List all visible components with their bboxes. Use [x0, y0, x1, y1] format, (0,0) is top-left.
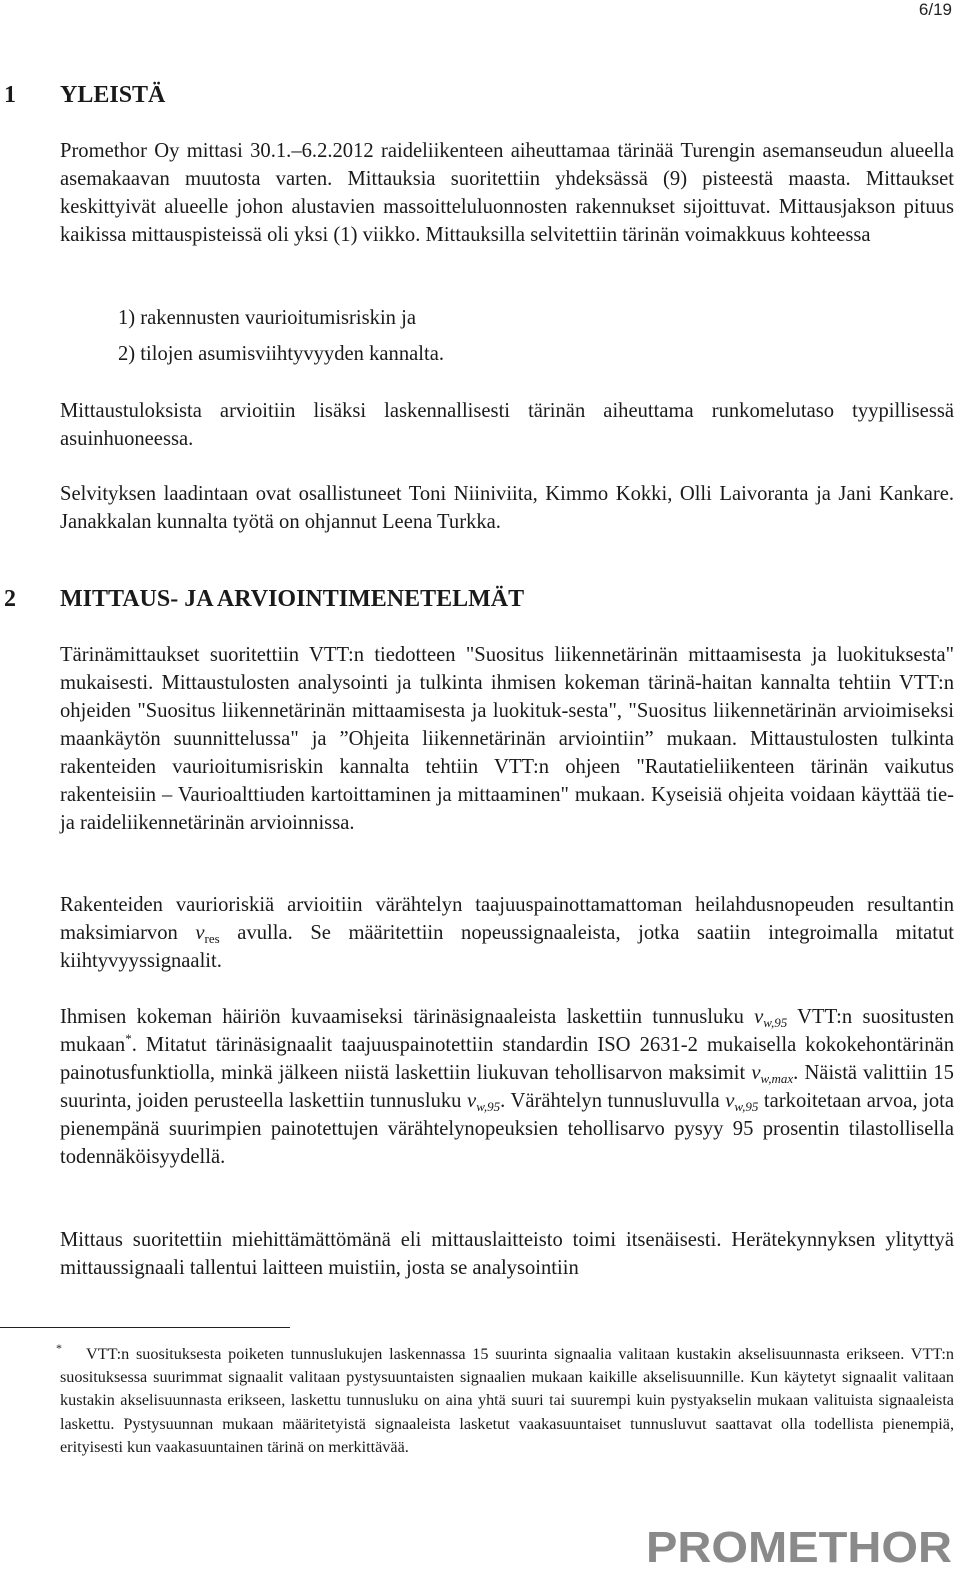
footnote-text: VTT:n suosituksesta poiketen tunnuslukujen laskennassa 15 suurinta signaalia valitaan kustakin akselisuunnasta erikseen. VTT:n suosituksessa suurimmat signaalit valitaan pystysuuntaisten signaalien mukaan kaikille akselisuunnille. Kun käytetyt signaalit valitaan kustakin akselisuunnasta erikseen, laskettu tunnusluku on aina yhtä suuri tai suurempi kuin pystyakselin mukaan valituista signaaleista laskettu. Pystysuunnan mukaan määritetyistä signaaleista lasketut vaakasuuntaiset tunnusluvut saattavat olla todellista pienempiä, erityisesti kun vaakasuuntainen tärinä on merkittävää.: [60, 1345, 954, 1456]
section-2-heading: [4, 586, 524, 613]
subscript: w,95: [734, 1099, 759, 1114]
section-2-title: MITTAUS- JA ARVIOINTIMENETELMÄT: [60, 586, 525, 612]
logo-wordmark: PROMETHOR: [646, 1523, 952, 1568]
text-run: . Näistä valittiin 15 suurinta, joiden perusteella laskettiin tunnusluku: [60, 1062, 954, 1112]
section-1-paragraph-3: Selvityksen laadintaan ovat osallistuneet Toni Niiniviita, Kimmo Kokki, Olli Laivoranta ja Jani Kankare. Janakkalan kunnalta työtä on ohjannut Leena Turkka.: [60, 483, 954, 533]
footnote-separator: [0, 1327, 290, 1328]
list-item: 2) tilojen asumisviihtyvyyden kannalta.: [118, 343, 445, 365]
symbol-v: v: [751, 1062, 761, 1084]
symbol-v: v: [754, 1006, 764, 1028]
section-1-paragraph-2: Mittaustuloksista arvioitiin lisäksi laskennallisesti tärinän aiheuttama runkomelutaso tyypillisessä asuinhuoneessa.: [60, 400, 954, 450]
footnote-mark: *: [56, 1341, 62, 1355]
subscript: w,max: [760, 1071, 794, 1086]
section-2-paragraph-1: Tärinämittaukset suoritettiin VTT:n tiedotteen "Suositus liikennetärinän mittaamisesta ja luokituksesta" mukaisesti. Mittaustulosten analysointi ja tulkinta ihmisen kokeman tärinä-haitan kannalta tehtiin VTT:n ohjeiden "Suositus liikennetärinän mittaamisesta ja luokituk-sesta", "Suositus liikennetärinän arvioimiseksi maankäytön suunnittelussa" ja ”Ohjeita liikennetärinän arviointiin” mukaan. Mittaustulosten tulkinta rakenteiden vaurioitumisriskin kannalta tehtiin VTT:n ohjeen "Rautatieliikenteen tärinän vaikutus rakenteisiin – Vaurioalttiuden kartoittaminen ja mittaaminen" mukaan. Kyseisiä ohjeita voidaan käyttää tie- ja raideliikennetärinän arvioinnissa.: [60, 644, 954, 834]
text-run: . Mitatut tärinäsignaalit taajuuspainotettiin standardin ISO 2631-2 mukaisella kokokehontärinän painotusfunktiolla, minkä jälkeen niistä laskettiin liukuvan tehollisarvon maksimit: [60, 1034, 954, 1084]
section-1-title: YLEISTÄ: [60, 82, 166, 108]
text-run: Ihmisen kokeman häiriön kuvaamiseksi tärinäsignaaleista laskettiin tunnusluku: [60, 1006, 755, 1028]
text-run: tarkoitetaan arvoa, jota pienempänä suurimpien painotettujen värähtelynopeuksien tehollisarvo pysyy 95 prosentin tilastollisella todennäköisyydellä.: [60, 1090, 955, 1168]
page-number: 6/19: [918, 0, 952, 19]
list-item: 1) rakennusten vaurioitumisriskin ja: [118, 307, 416, 329]
text-run: VTT:n suositusten mukaan: [60, 1006, 954, 1056]
text-run: Rakenteiden vaurioriskiä arvioitiin värähtelyn taajuuspainottamattoman heilahdusnopeuden resultantin maksimiarvon: [60, 894, 954, 944]
section-2-paragraph-2: [60, 891, 954, 975]
subscript: w,95: [476, 1099, 501, 1114]
section-1-heading: [4, 82, 165, 109]
subscript: w,95: [763, 1015, 788, 1030]
section-2-paragraph-3: [60, 1003, 954, 1171]
symbol-v: v: [195, 922, 205, 944]
text-run: . Värähtelyn tunnusluvulla: [500, 1090, 726, 1112]
promethor-logo: [646, 1520, 954, 1568]
symbol-v: v: [467, 1090, 477, 1112]
subscript: res: [204, 931, 220, 946]
footnote: [56, 1341, 954, 1459]
section-1-number: 1: [4, 82, 16, 108]
section-1-list: [118, 303, 444, 375]
section-1-paragraph-1: Promethor Oy mittasi 30.1.–6.2.2012 raideliikenteen aiheuttamaa tärinää Turengin asemanseudun alueella asemakaavan muutosta varten. Mittauksia suoritettiin yhdeksässä (9) pisteestä maasta. Mittaukset keskittyivät alueelle johon alustavien massoitteluluonnosten rakennukset sijoittuvat. Mittausjakson pituus kaikissa mittauspisteissä oli yksi (1) viikko. Mittauksilla selvitettiin tärinän voimakkuus kohteessa: [60, 140, 954, 246]
section-2-number: 2: [4, 586, 16, 612]
footnote-reference: *: [125, 1031, 132, 1047]
section-2-paragraph-4: Mittaus suoritettiin miehittämättömänä eli mittauslaitteisto toimi itsenäisesti. Herätekynnyksen ylityttyä mittaussignaali tallentui laitteen muistiin, josta se analysointiin: [60, 1229, 954, 1279]
text-run: avulla. Se määritettiin nopeussignaaleista, jotka saatiin integroimalla mitatut kiihtyvyyssignaalit.: [60, 922, 954, 972]
symbol-v: v: [725, 1090, 735, 1112]
